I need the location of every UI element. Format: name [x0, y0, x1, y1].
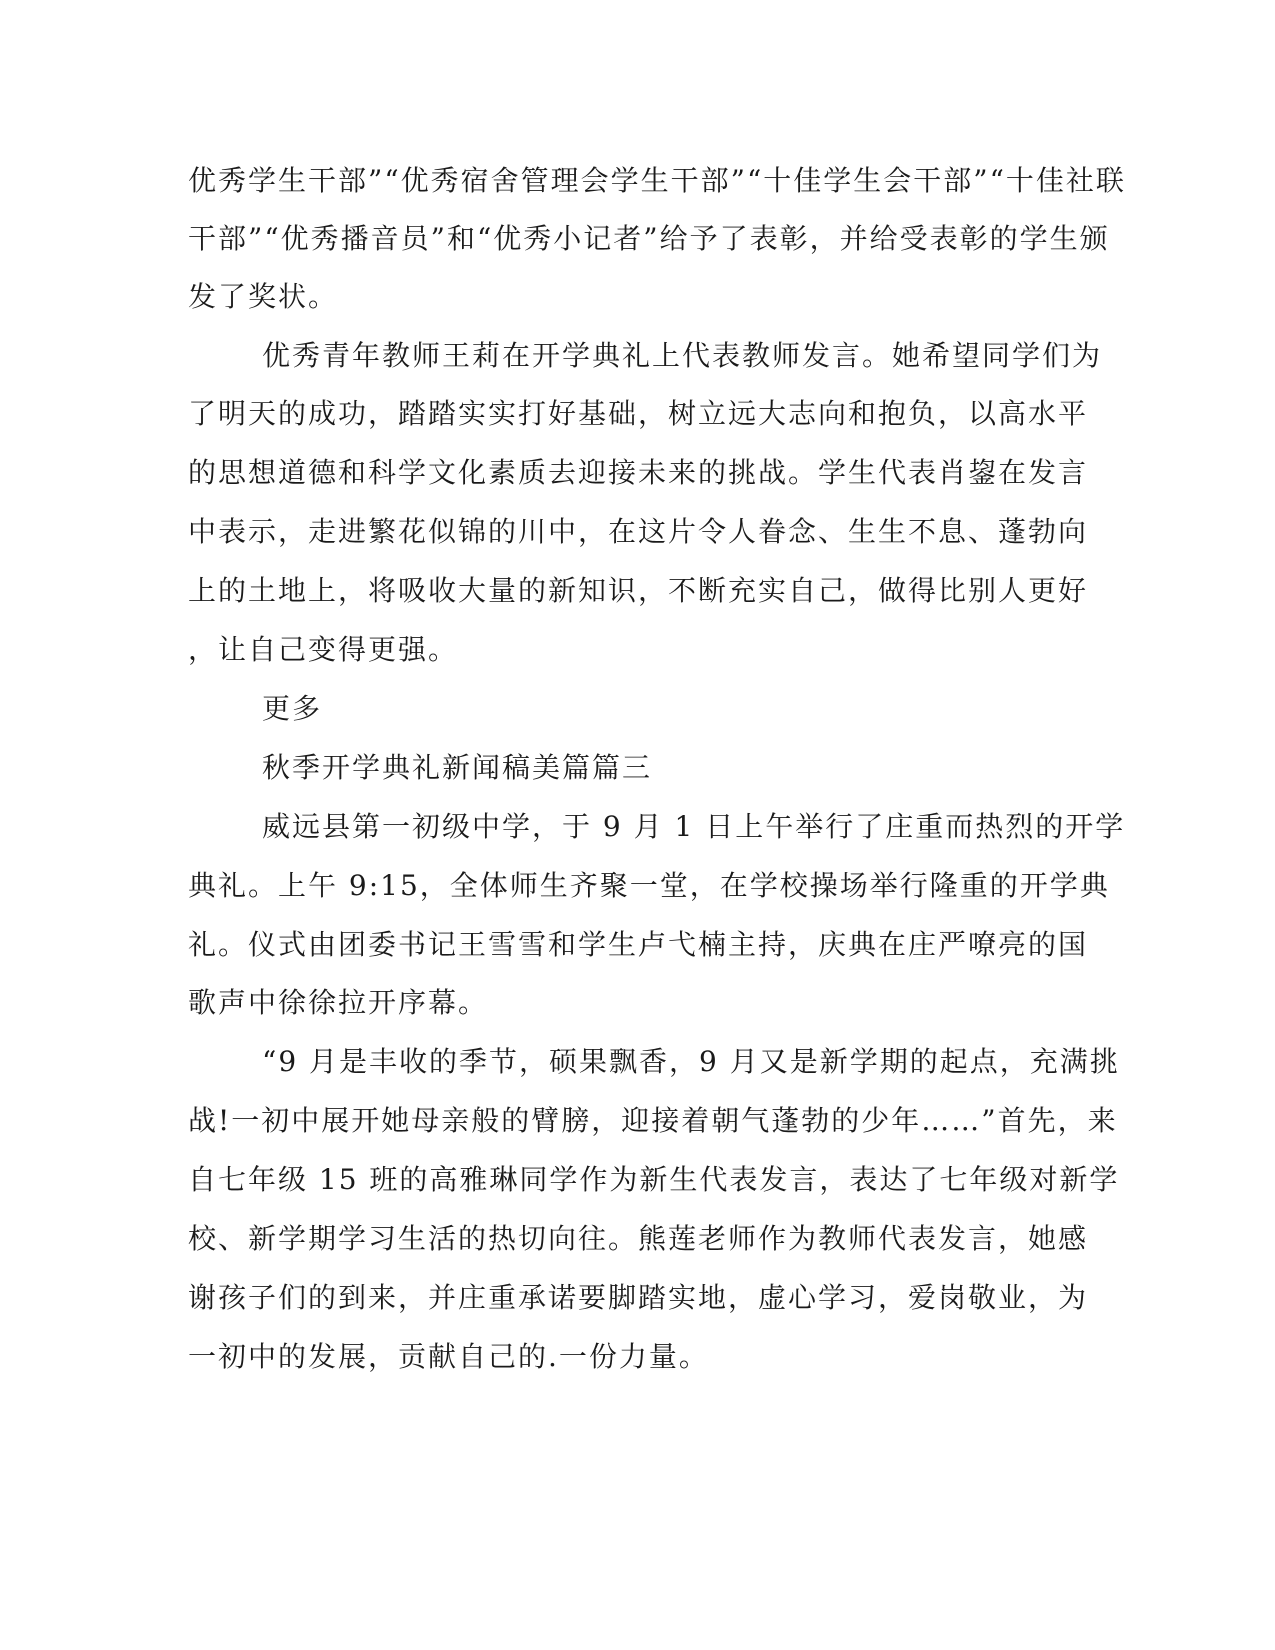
paragraph-line: 自七年级 15 班的高雅琳同学作为新生代表发言，表达了七年级对新学	[188, 1163, 1120, 1196]
more-link-text: 更多	[262, 692, 323, 725]
paragraph-line: 威远县第一初级中学，于 9 月 1 日上午举行了庄重而热烈的开学	[262, 810, 1126, 843]
paragraph-line: 礼。仪式由团委书记王雪雪和学生卢弋楠主持，庆典在庄严嘹亮的国	[188, 928, 1089, 961]
paragraph-line: 中表示，走进繁花似锦的川中，在这片令人眷念、生生不息、蓬勃向	[188, 515, 1089, 548]
paragraph-line: 战!一初中展开她母亲般的臂膀，迎接着朝气蓬勃的少年……”首先，来	[188, 1104, 1118, 1137]
paragraph-line: 优秀青年教师王莉在开学典礼上代表教师发言。她希望同学们为	[262, 339, 1103, 372]
paragraph-line: 谢孩子们的到来，并庄重承诺要脚踏实地，虚心学习，爱岗敬业，为	[188, 1281, 1089, 1314]
paragraph-line: ，让自己变得更强。	[188, 633, 459, 666]
paragraph-line: 校、新学期学习生活的热切向往。熊莲老师作为教师代表发言，她感	[188, 1222, 1089, 1255]
paragraph-line: 发了奖状。	[188, 280, 339, 313]
paragraph-line: 歌声中徐徐拉开序幕。	[188, 986, 489, 1019]
paragraph-line: 上的土地上，将吸收大量的新知识，不断充实自己，做得比别人更好	[188, 574, 1089, 607]
paragraph-line: 一初中的发展，贡献自己的.一份力量。	[188, 1340, 709, 1373]
section-heading: 秋季开学典礼新闻稿美篇篇三	[262, 751, 653, 784]
paragraph-line: 典礼。上午 9:15，全体师生齐聚一堂，在学校操场举行隆重的开学典	[188, 869, 1110, 902]
paragraph-line: “9 月是丰收的季节，硕果飘香，9 月又是新学期的起点，充满挑	[262, 1045, 1120, 1078]
paragraph-line: 干部”“优秀播音员”和“优秀小记者”给予了表彰，并给受表彰的学生颁	[188, 222, 1110, 255]
paragraph-line: 优秀学生干部”“优秀宿舍管理会学生干部”“十佳学生会干部”“十佳社联	[188, 164, 1126, 197]
paragraph-line: 的思想道德和科学文化素质去迎接未来的挑战。学生代表肖鋆在发言	[188, 456, 1089, 489]
paragraph-line: 了明天的成功，踏踏实实打好基础，树立远大志向和抱负，以高水平	[188, 397, 1089, 430]
